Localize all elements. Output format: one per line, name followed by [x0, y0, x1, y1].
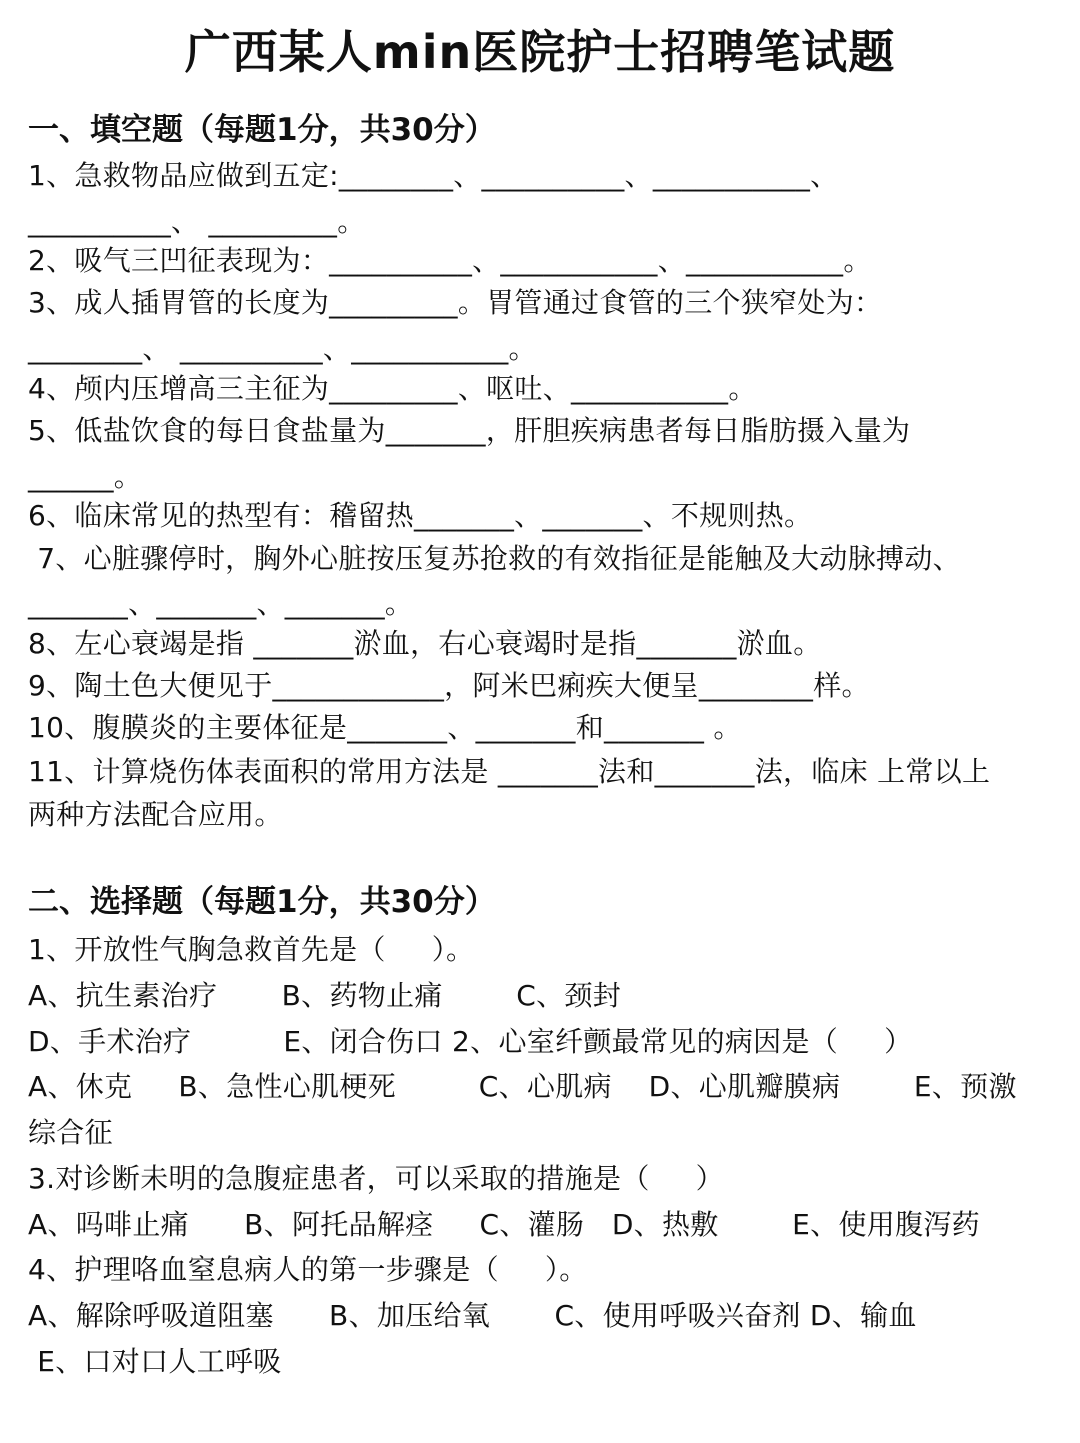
choice-question-line: A、抗生素治疗 B、药物止痛 C、颈封: [28, 979, 622, 1012]
fill-in-question-line: ________、 __________、___________。: [28, 332, 537, 365]
fill-in-question-line: 1、急救物品应做到五定:________、__________、___________、: [28, 159, 839, 192]
fill-in-question-line: __________、 _________。: [28, 205, 366, 238]
fill-in-question-line: 4、颅内压增高三主征为_________、呕吐、___________。: [28, 372, 757, 405]
fill-in-question-line: 2、吸气三凹征表现为：__________、___________、___________。: [28, 244, 872, 277]
page-title: 广西某人min医院护士招聘笔试题: [184, 25, 896, 79]
fill-in-question-line: 6、临床常见的热型有：稽留热_______、_______、不规则热。: [28, 499, 813, 532]
choice-question-line: A、解除呼吸道阻塞 B、加压给氧 C、使用呼吸兴奋剂 D、输血: [28, 1299, 917, 1332]
fill-in-question-line: 8、左心衰竭是指 _______淤血，右心衰竭时是指_______淤血。: [28, 627, 822, 660]
choice-question-line: A、吗啡止痛 B、阿托品解痉 C、灌肠 D、热敷 E、使用腹泻药: [28, 1208, 980, 1241]
choice-question-line: 综合征: [28, 1116, 113, 1149]
fill-in-question-line: ______。: [28, 460, 143, 493]
fill-in-question-line: 5、低盐饮食的每日食盐量为_______，肝胆疾病患者每日脂肪摄入量为: [28, 414, 911, 447]
choice-question-line: 1、开放性气胸急救首先是（ ）。: [28, 933, 475, 966]
fill-in-question-line: 10、腹膜炎的主要体征是_______、_______和_______ 。: [28, 711, 742, 744]
section-choice-heading: 二、选择题（每题1分，共30分）: [28, 884, 496, 920]
fill-in-question-line: 3、成人插胃管的长度为_________。胃管通过食管的三个狭窄处为：: [28, 286, 883, 319]
choice-question-line: D、手术治疗 E、闭合伤口 2、心室纤颤最常见的病因是（ ）: [28, 1025, 913, 1058]
choice-question-line: 4、护理咯血窒息病人的第一步骤是（ ）。: [28, 1253, 588, 1286]
choice-question-line: E、口对口人工呼吸: [28, 1345, 282, 1378]
fill-in-question-line: 9、陶土色大便见于____________，阿米巴痢疾大便呈________样。: [28, 669, 870, 702]
fill-in-question-line: 11、计算烧伤体表面积的常用方法是 _______法和_______法，临床 上常以上: [28, 755, 991, 788]
choice-question-line: 3.对诊断未明的急腹症患者，可以采取的措施是（ ）: [28, 1162, 724, 1195]
choice-question-line: A、休克 B、急性心肌梗死 C、心肌病 D、心肌瓣膜病 E、预激: [28, 1070, 1017, 1103]
fill-in-question-line: 两种方法配合应用。: [28, 798, 283, 831]
fill-in-question-line: 7、心脏骤停时，胸外心脏按压复苏抢救的有效指征是能触及大动脉搏动、: [28, 542, 961, 575]
section-fill-in-heading: 一、填空题（每题1分，共30分）: [28, 112, 496, 148]
fill-in-question-line: _______、_______、_______。: [28, 587, 414, 620]
